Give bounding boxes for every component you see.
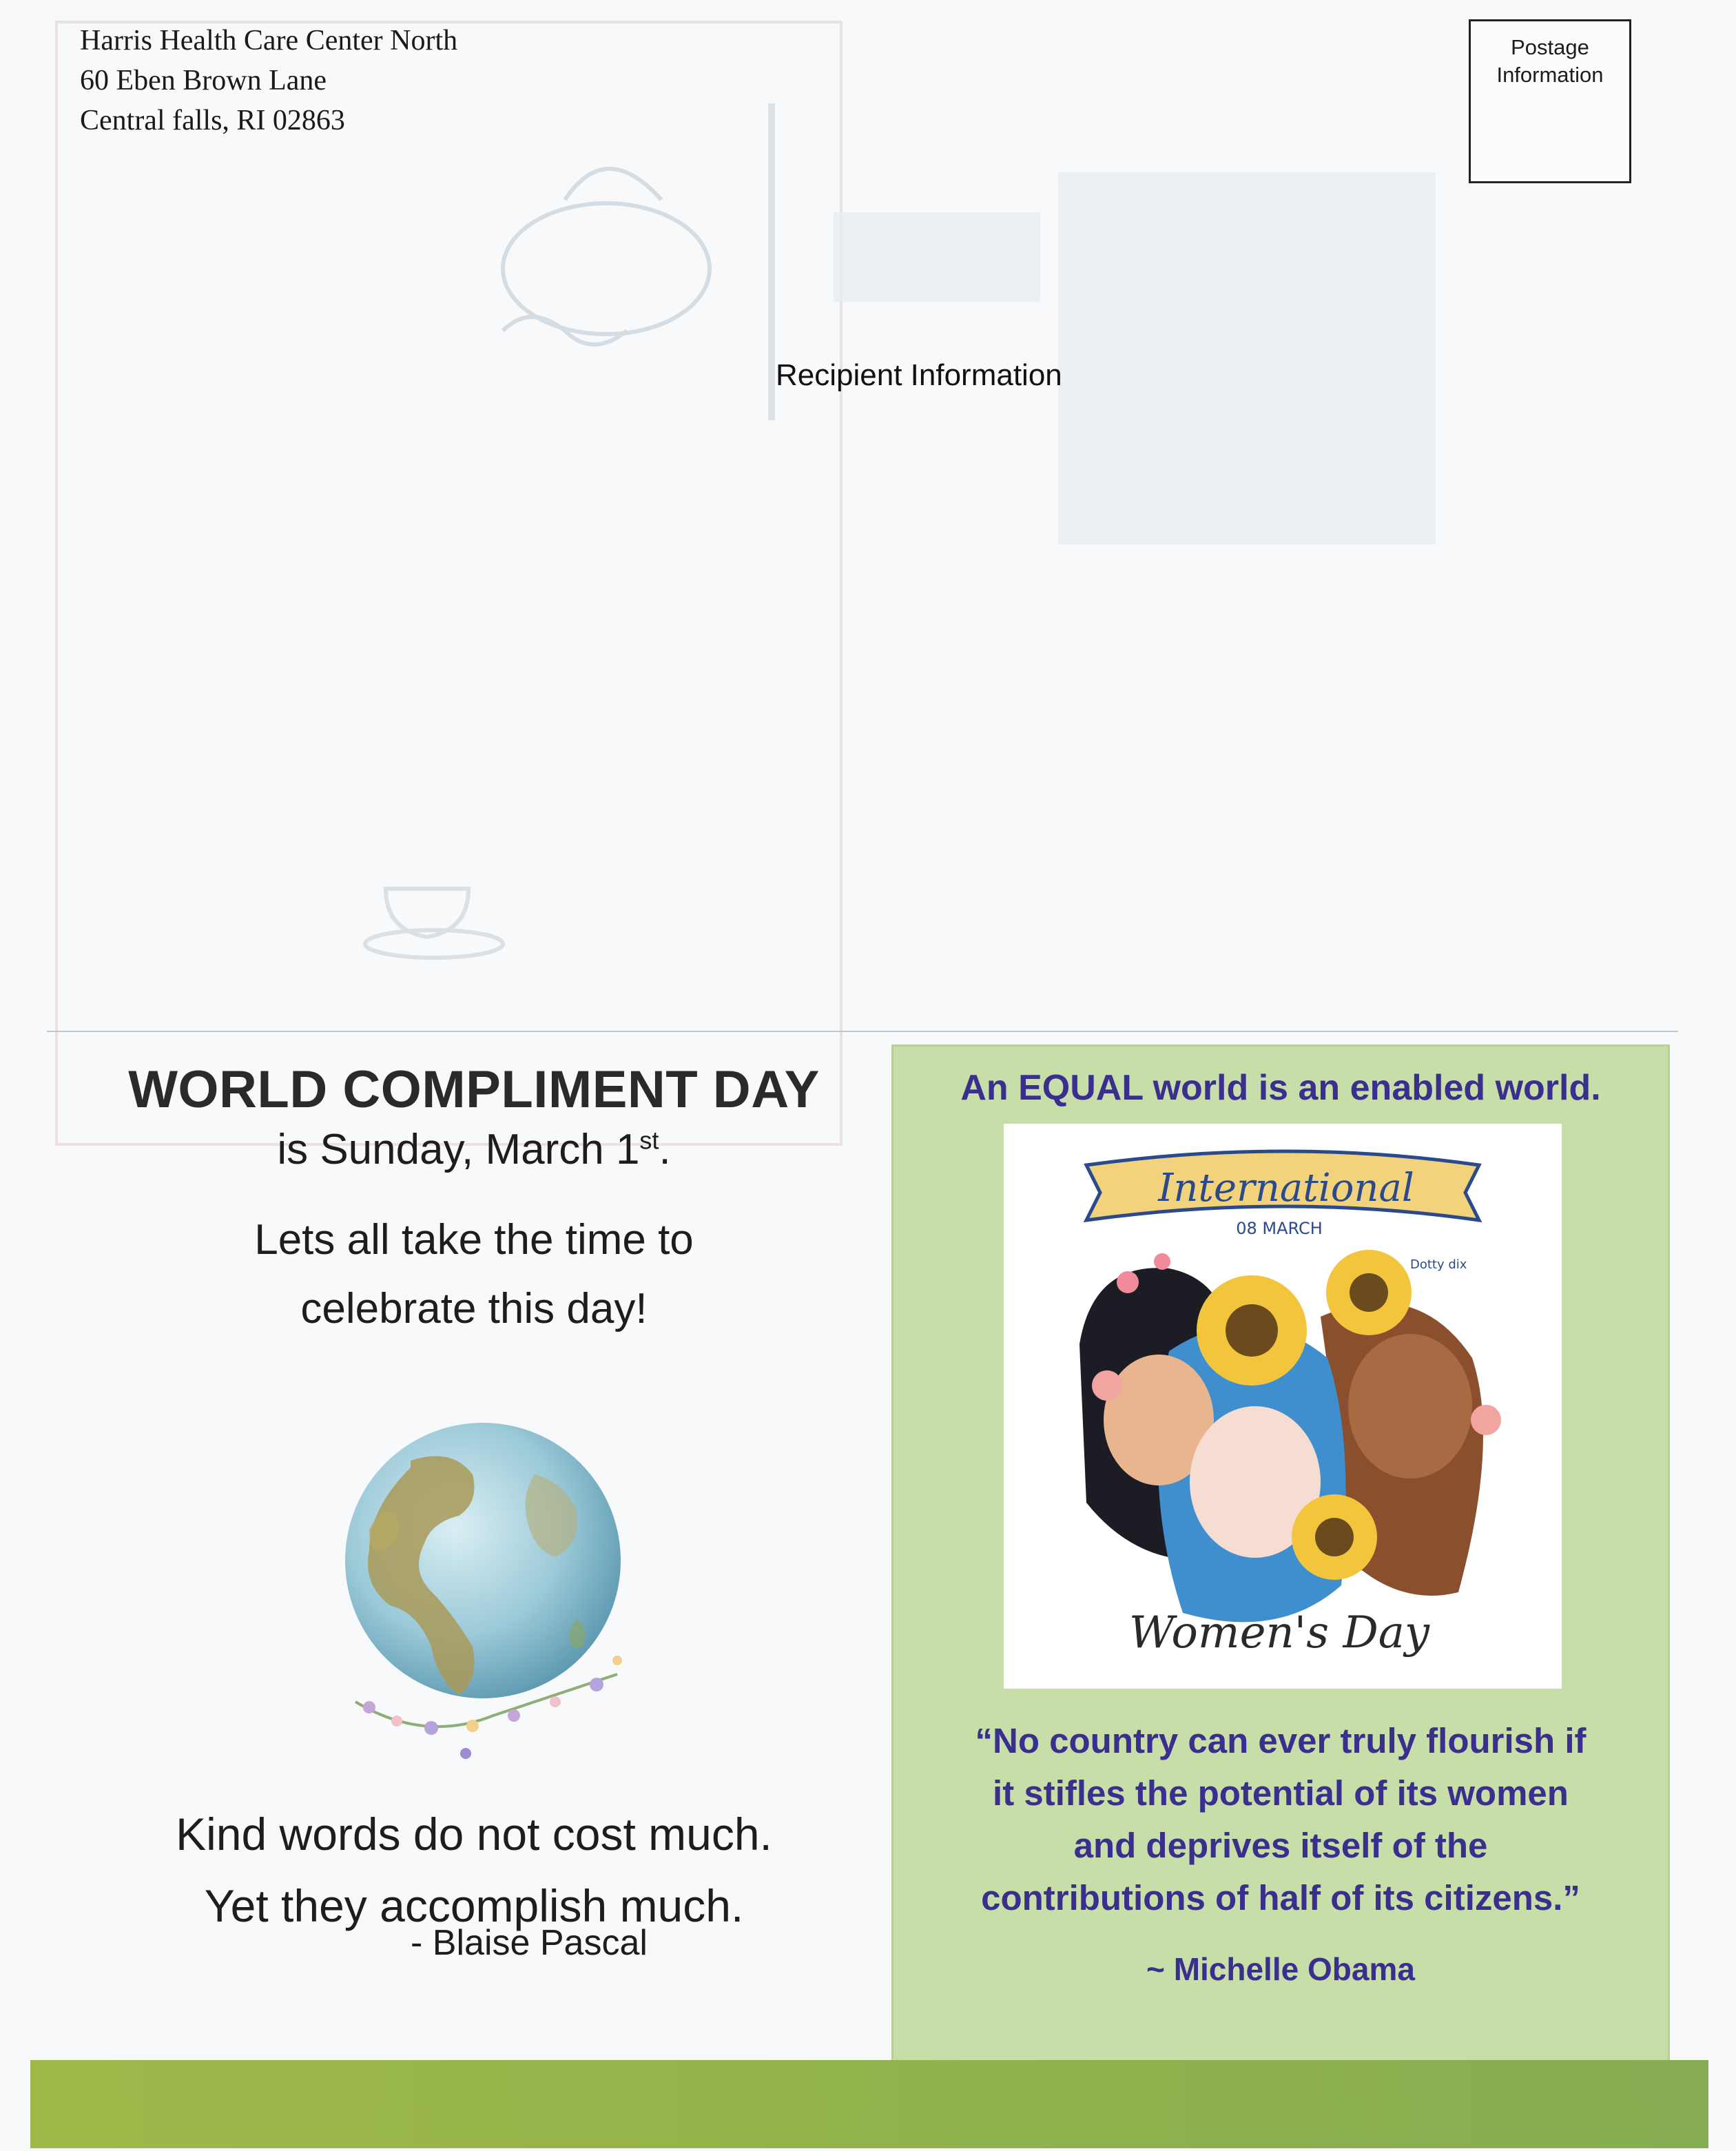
small-flower <box>1471 1405 1501 1435</box>
globe-illustration <box>328 1412 652 1771</box>
footer-green-bar <box>30 2060 1708 2148</box>
quote-author: - Blaise Pascal <box>411 1923 648 1963</box>
cta-line: Lets all take the time to <box>254 1216 694 1264</box>
womens-day-artwork <box>1004 1124 1562 1689</box>
cta-line: celebrate this day! <box>300 1285 648 1332</box>
bleed-through-teacup <box>358 868 524 965</box>
sunflower <box>1197 1275 1307 1386</box>
banner-date: 08 MARCH <box>1236 1219 1323 1238</box>
return-address <box>80 21 457 141</box>
quote-line: it stifles the potential of its women <box>993 1773 1569 1813</box>
quote-line: Kind words do not cost much. <box>176 1809 772 1860</box>
compliment-day-cta <box>47 1206 901 1344</box>
recipient-information: Recipient Information <box>776 358 1062 392</box>
compliment-day-title: WORLD COMPLIMENT DAY <box>128 1060 820 1119</box>
sunflower <box>1326 1250 1412 1335</box>
bleed-through-photo <box>1058 172 1436 544</box>
small-flower <box>1154 1253 1170 1270</box>
compliment-day-panel <box>47 1047 901 2067</box>
script-title: Women's Day <box>1128 1607 1430 1658</box>
obama-quote <box>914 1715 1647 1924</box>
womens-day-illustration <box>1004 1124 1562 1689</box>
equal-world-heading: An EQUAL world is an enabled world. <box>960 1068 1601 1108</box>
small-flower <box>1092 1370 1122 1401</box>
face-right <box>1348 1334 1472 1479</box>
fold-divider <box>47 1031 1678 1032</box>
return-address-line: 60 Eben Brown Lane <box>80 65 327 96</box>
compliment-day-date <box>47 1125 901 1174</box>
sunflower <box>1292 1494 1377 1580</box>
quote-line: and deprives itself of the <box>1073 1826 1488 1865</box>
banner-text: International <box>1158 1166 1414 1211</box>
womens-day-panel <box>891 1044 1670 2068</box>
return-address-line: Harris Health Care Center North <box>80 25 458 56</box>
small-flower <box>1117 1271 1139 1293</box>
postage-label: Information <box>1496 63 1604 87</box>
quote-line: “No country can ever truly flourish if <box>975 1721 1587 1760</box>
bleed-through-banner <box>834 212 1040 302</box>
postage-label: Postage <box>1511 35 1589 59</box>
quote-line: contributions of half of its citizens.” <box>981 1878 1580 1917</box>
kindness-quote <box>47 1798 901 1942</box>
bleed-through-sign-art <box>482 103 813 420</box>
date-ordinal: st <box>639 1126 659 1155</box>
quote-line: Yet they accomplish much. <box>204 1880 744 1931</box>
artist-signature: Dotty dix <box>1410 1257 1467 1272</box>
return-address-line: Central falls, RI 02863 <box>80 105 345 136</box>
date-text: is Sunday, March 1 <box>277 1126 640 1173</box>
obama-quote-author: ~ Michelle Obama <box>1146 1951 1415 1987</box>
postage-box <box>1469 19 1631 183</box>
date-period: . <box>659 1126 671 1173</box>
